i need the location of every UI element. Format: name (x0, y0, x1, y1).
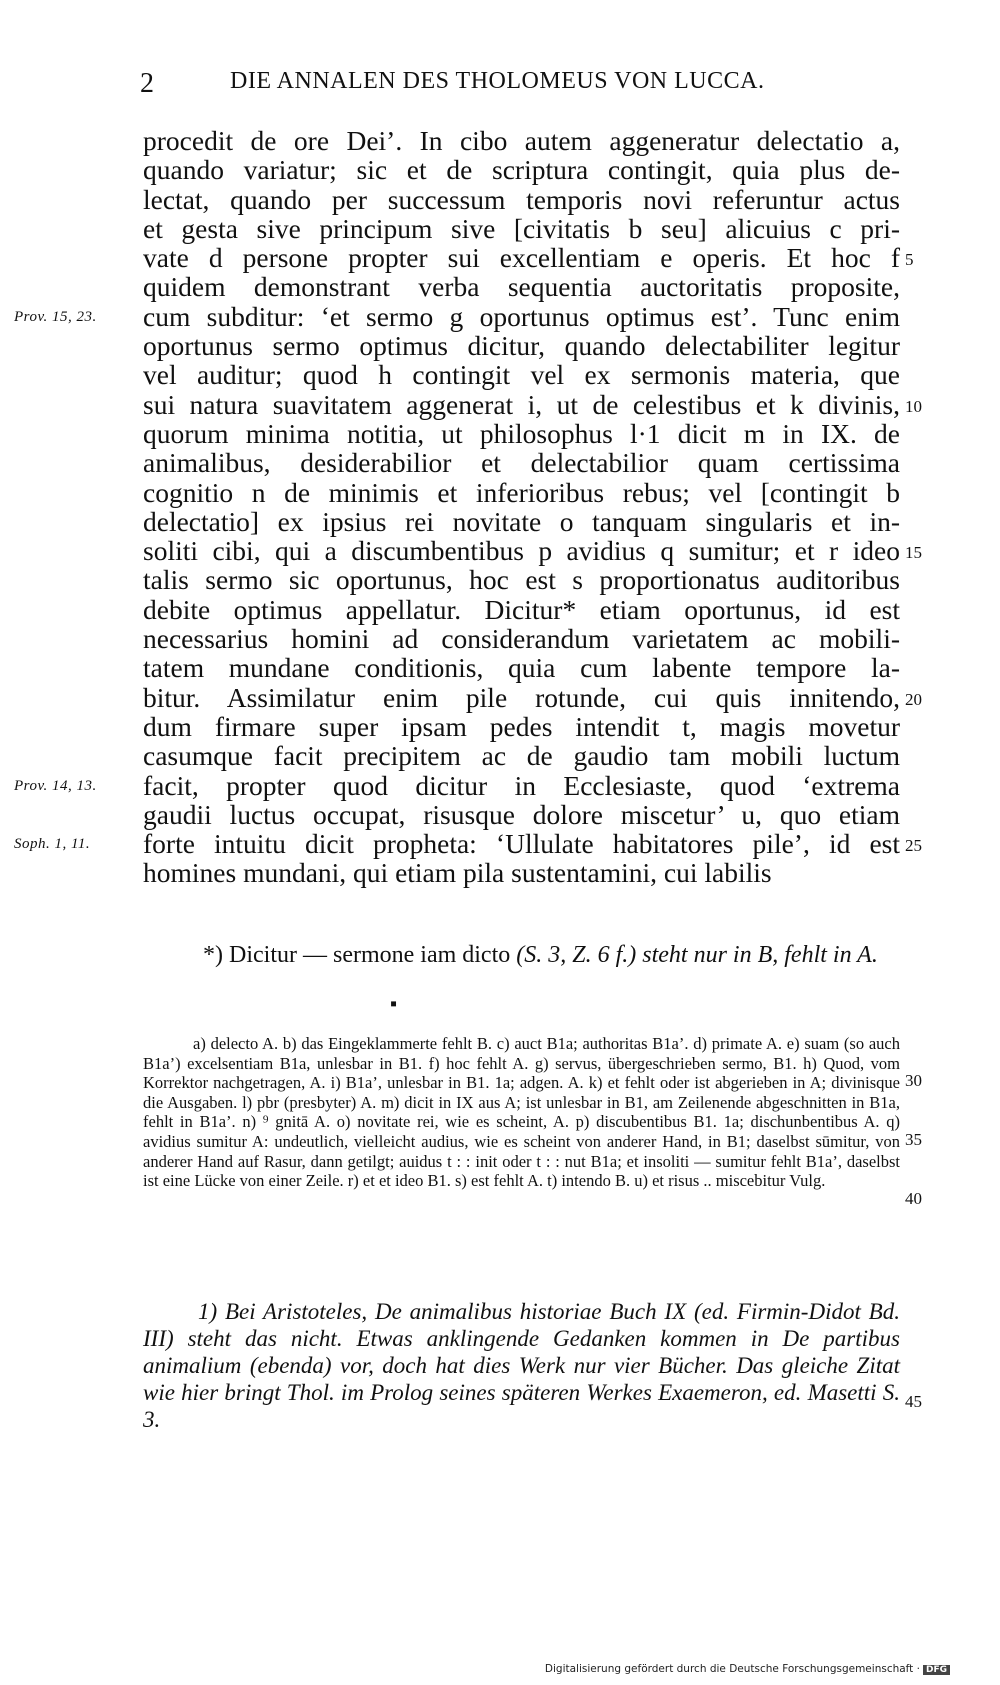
line-number: 15 (905, 543, 922, 563)
text-line: soliti cibi, qui a discumbentibus p avidius q sumitur; et r ideo (143, 535, 900, 567)
line-number: 20 (905, 689, 922, 709)
footer-credit-text: Digitalisierung gefördert durch die Deutsche Forschungsgemeinschaft · (544, 1663, 920, 1675)
text-line: quando variatur; sic et de scriptura contingit, quia plus de- (143, 154, 900, 186)
text-line: forte intuitu dicit propheta: ‘Ullulate habitatores pile’, id est (143, 828, 900, 860)
variant-notes-text: a) delecto A. b) das Eingeklammerte fehlt B. c) auct B1a; authoritas B1a’. d) primate A. e) suam (so auch B1a’) excelsentiam B1a, unlesbar in B1. f) hoc fehlt A. g) servus, übergeschrieben sermo, B1. h) Quod, vom Korrektor nachgetragen, A. i) B1a’, unlesbar in B1. 1a; adgen. A. k) et fehlt oder ist abgerieben in A; divinisque die Ausgaben. l) pbr (presbyter) A. m) dicit in IX aus A; ist unlesbar in B1, am Zeilenende abgeschnitten in B1a, fehlt in B1a’. n) ⁹ gnitā A. o) novitate rei, wie es scheint, A. p) discubentibus B1. 1a; dischunbentibus A. q) avidius sumitur A: undeutlich, vielleicht audius, wie es scheint von anderer Hand, in B1; daselbst sūmitur, von anderer Hand auf Rasur, dann getilgt; auidus t : : init oder t : : nut B1a; et insoliti — sumitur fehlt B1a’, daselbst ist eine Lücke von einer Zeile. r) et et ideo B1. s) est fehlt A. t) intendo B. u) et risus .. miscebitur Vulg. (143, 1034, 900, 1191)
text-line: cognitio n de minimis et inferioribus rebus; vel [contingit b (143, 476, 900, 508)
footnote (143, 1298, 900, 1433)
margin-reference: Soph. 1, 11. (14, 836, 91, 853)
text-line: vate d persone propter sui excellentiam e operis. Et hoc f (143, 242, 900, 274)
text-line: facit, propter quod dicitur in Ecclesiaste, quod ‘extrema (143, 769, 900, 801)
text-line: casumque facit precipitem ac de gaudio tam mobili luctum (143, 740, 900, 772)
line-number: 5 (905, 250, 914, 270)
variant-notes (143, 1034, 900, 1191)
text-line: sui natura suavitatem aggenerat i, ut de celestibus et k divinis, (143, 388, 900, 420)
stray-dot-mark: ▪ (390, 993, 398, 1015)
text-line: oportunus sermo optimus dicitur, quando delectabiliter legitur (143, 330, 900, 362)
asterisk-note (143, 940, 900, 970)
variant-line-number: 40 (905, 1189, 922, 1208)
text-line: cum subditur: ‘et sermo g oportunus optimus est’. Tunc enim (143, 300, 900, 332)
asterisk-note-italic: (S. 3, Z. 6 f.) steht nur in B, fehlt in A. (516, 942, 878, 968)
line-number: 10 (905, 396, 922, 416)
footer-credit (545, 1663, 950, 1675)
text-line: homines mundani, qui etiam pila sustentamini, cui labilis (143, 857, 772, 889)
text-line: procedit de ore Dei’. In cibo autem aggeneratur delectatio a, (143, 125, 900, 156)
text-line: gaudii luctus occupat, risusque dolore miscetur’ u, quo etiam (143, 798, 900, 830)
text-line: debite optimus appellatur. Dicitur* etiam oportunus, id est (143, 593, 900, 625)
variant-line-number: 30 (905, 1071, 922, 1090)
text-line: lectat, quando per successum temporis novi referuntur actus (143, 183, 900, 215)
text-line: et gesta sive principum sive [civitatis b seu] alicuius c pri- (143, 212, 900, 244)
main-text-block (143, 126, 900, 888)
text-line: delectatio] ex ipsius rei novitate o tanquam singularis et in- (143, 505, 900, 537)
running-title: DIE ANNALEN DES THOLOMEUS VON LUCCA. (230, 68, 765, 94)
asterisk-note-text: *) Dicitur — sermone iam dicto (203, 942, 511, 968)
text-line: dum firmare super ipsam pedes intendit t, magis movetur (143, 710, 900, 742)
text-line: quorum minima notitia, ut philosophus l·1 dicit m in IX. de (143, 417, 900, 449)
dfg-logo: DFG (923, 1665, 950, 1675)
text-line: quidem demonstrant verba sequentia auctoritatis proposite, (143, 271, 900, 303)
margin-reference: Prov. 14, 13. (14, 777, 97, 794)
text-line: bitur. Assimilatur enim pile rotunde, cui quis innitendo, (143, 681, 900, 713)
text-line: vel auditur; quod h contingit vel ex sermonis materia, que (143, 359, 900, 391)
variant-line-number: 35 (905, 1130, 922, 1149)
text-line: animalibus, desiderabilior et delectabilior quam certissima (143, 447, 900, 479)
footnote-text: 1) Bei Aristoteles, De animalibus historiae Buch IX (ed. Firmin-Didot Bd. III) steht das nicht. Etwas anklingende Gedanken kommen in De partibus animalium (ebenda) vor, doch hat dies Werk nur vier Bücher. Das gleiche Zitat wie hier bringt Thol. im Prolog seines späteren Werkes Exaemeron, ed. Masetti S. 3. (143, 1299, 900, 1432)
line-number: 25 (905, 836, 922, 856)
margin-reference: Prov. 15, 23. (14, 308, 97, 325)
footnote-line-number: 45 (905, 1392, 922, 1411)
page-header (140, 68, 840, 100)
text-line: talis sermo sic oportunus, hoc est s proportionatus auditoribus (143, 564, 900, 596)
text-line: necessarius homini ad considerandum varietatem ac mobili- (143, 623, 900, 655)
page-number: 2 (140, 68, 154, 99)
text-line: tatem mundane conditionis, quia cum labente tempore la- (143, 652, 900, 684)
